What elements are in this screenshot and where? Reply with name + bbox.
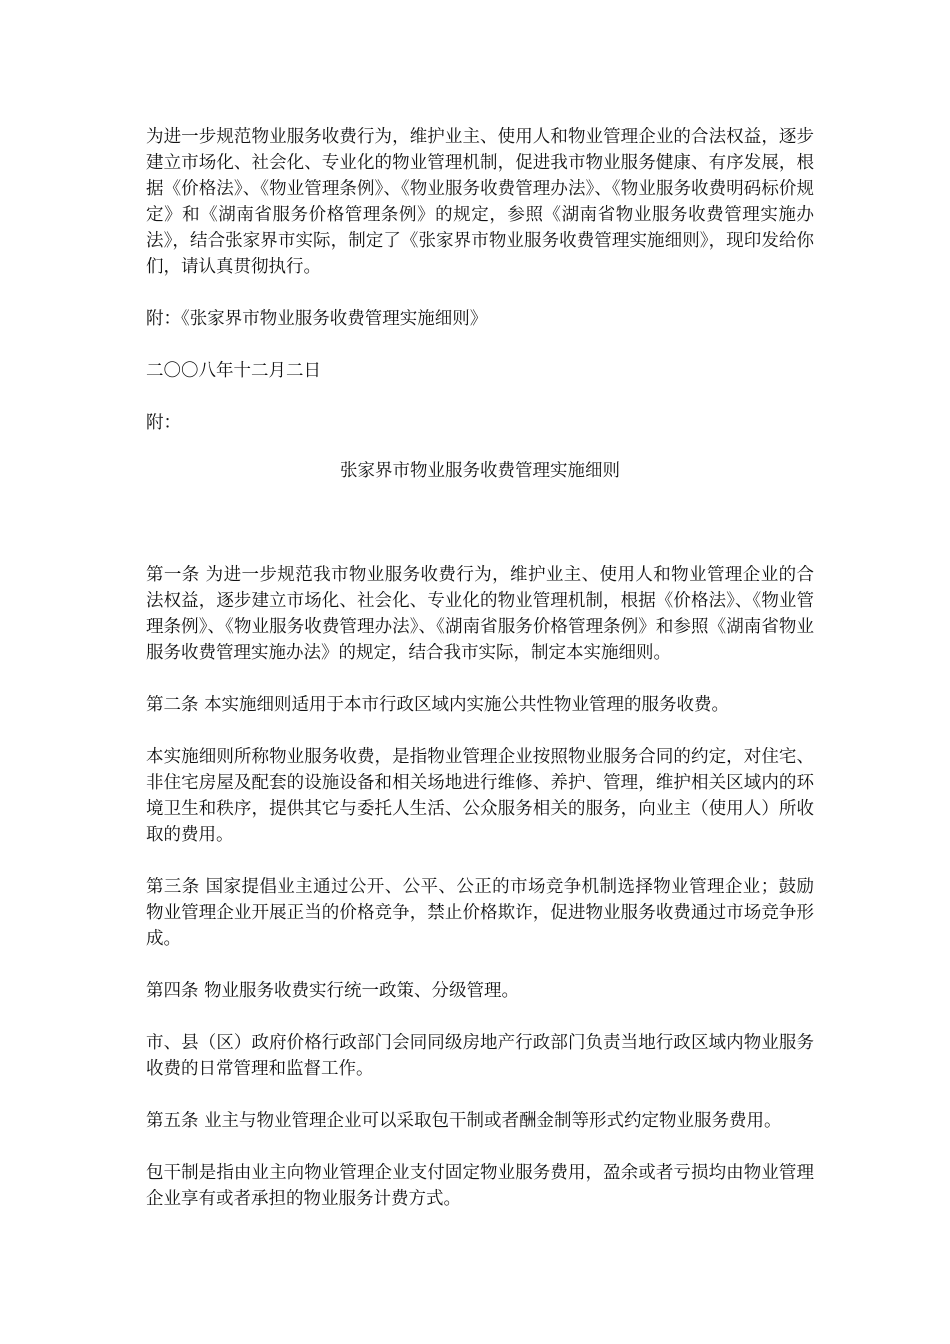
article-2-paragraph-2: 本实施细则所称物业服务收费，是指物业管理企业按照物业服务合同的约定，对住宅、非住宅房屋及配套的设施设备和相关场地进行维修、养护、管理，维护相关区域内的环境卫生和秩序，提供其它与委托人生活、公众服务相关的服务，向业主（使用人）所收取的费用。 (146, 747, 814, 845)
attachment-note: 附：《张家界市物业服务收费管理实施细则》 (146, 309, 488, 329)
article-5: 第五条 业主与物业管理企业可以采取包干制或者酬金制等形式约定物业服务费用。 (146, 1111, 782, 1131)
article-5-paragraph-2: 包干制是指由业主向物业管理企业支付固定物业服务费用，盈余或者亏损均由物业管理企业享有或者承担的物业服务计费方式。 (146, 1163, 814, 1209)
issue-date: 二〇〇八年十二月二日 (146, 361, 321, 381)
article-1: 第一条 为进一步规范我市物业服务收费行为，维护业主、使用人和物业管理企业的合法权益，逐步建立市场化、社会化、专业化的物业管理机制，根据《价格法》、《物业管理条例》、《物业服务收费管理办法》、《湖南省服务价格管理条例》和参照《湖南省物业服务收费管理实施办法》的规定，结合我市实际，制定本实施细则。 (146, 565, 814, 663)
document-title: 张家界市物业服务收费管理实施细则 (340, 461, 620, 481)
document-body (146, 124, 814, 1238)
article-4: 第四条 物业服务收费实行统一政策、分级管理。 (146, 981, 520, 1001)
intro-paragraph: 为进一步规范物业服务收费行为，维护业主、使用人和物业管理企业的合法权益，逐步建立市场化、社会化、专业化的物业管理机制，促进我市物业服务健康、有序发展，根据《价格法》、《物业管理条例》、《物业服务收费管理办法》、《物业服务收费明码标价规定》和《湖南省服务价格管理条例》的规定，参照《湖南省物业服务收费管理实施办法》，结合张家界市实际，制定了《张家界市物业服务收费管理实施细则》，现印发给你们，请认真贯彻执行。 (146, 127, 814, 277)
attachment-label: 附： (146, 413, 181, 433)
article-2: 第二条 本实施细则适用于本市行政区域内实施公共性物业管理的服务收费。 (146, 695, 730, 715)
article-4-paragraph-2: 市、县（区）政府价格行政部门会同同级房地产行政部门负责当地行政区域内物业服务收费的日常管理和监督工作。 (146, 1033, 814, 1079)
article-3: 第三条 国家提倡业主通过公开、公平、公正的市场竞争机制选择物业管理企业；鼓励物业管理企业开展正当的价格竞争，禁止价格欺诈，促进物业服务收费通过市场竞争形成。 (146, 877, 814, 949)
